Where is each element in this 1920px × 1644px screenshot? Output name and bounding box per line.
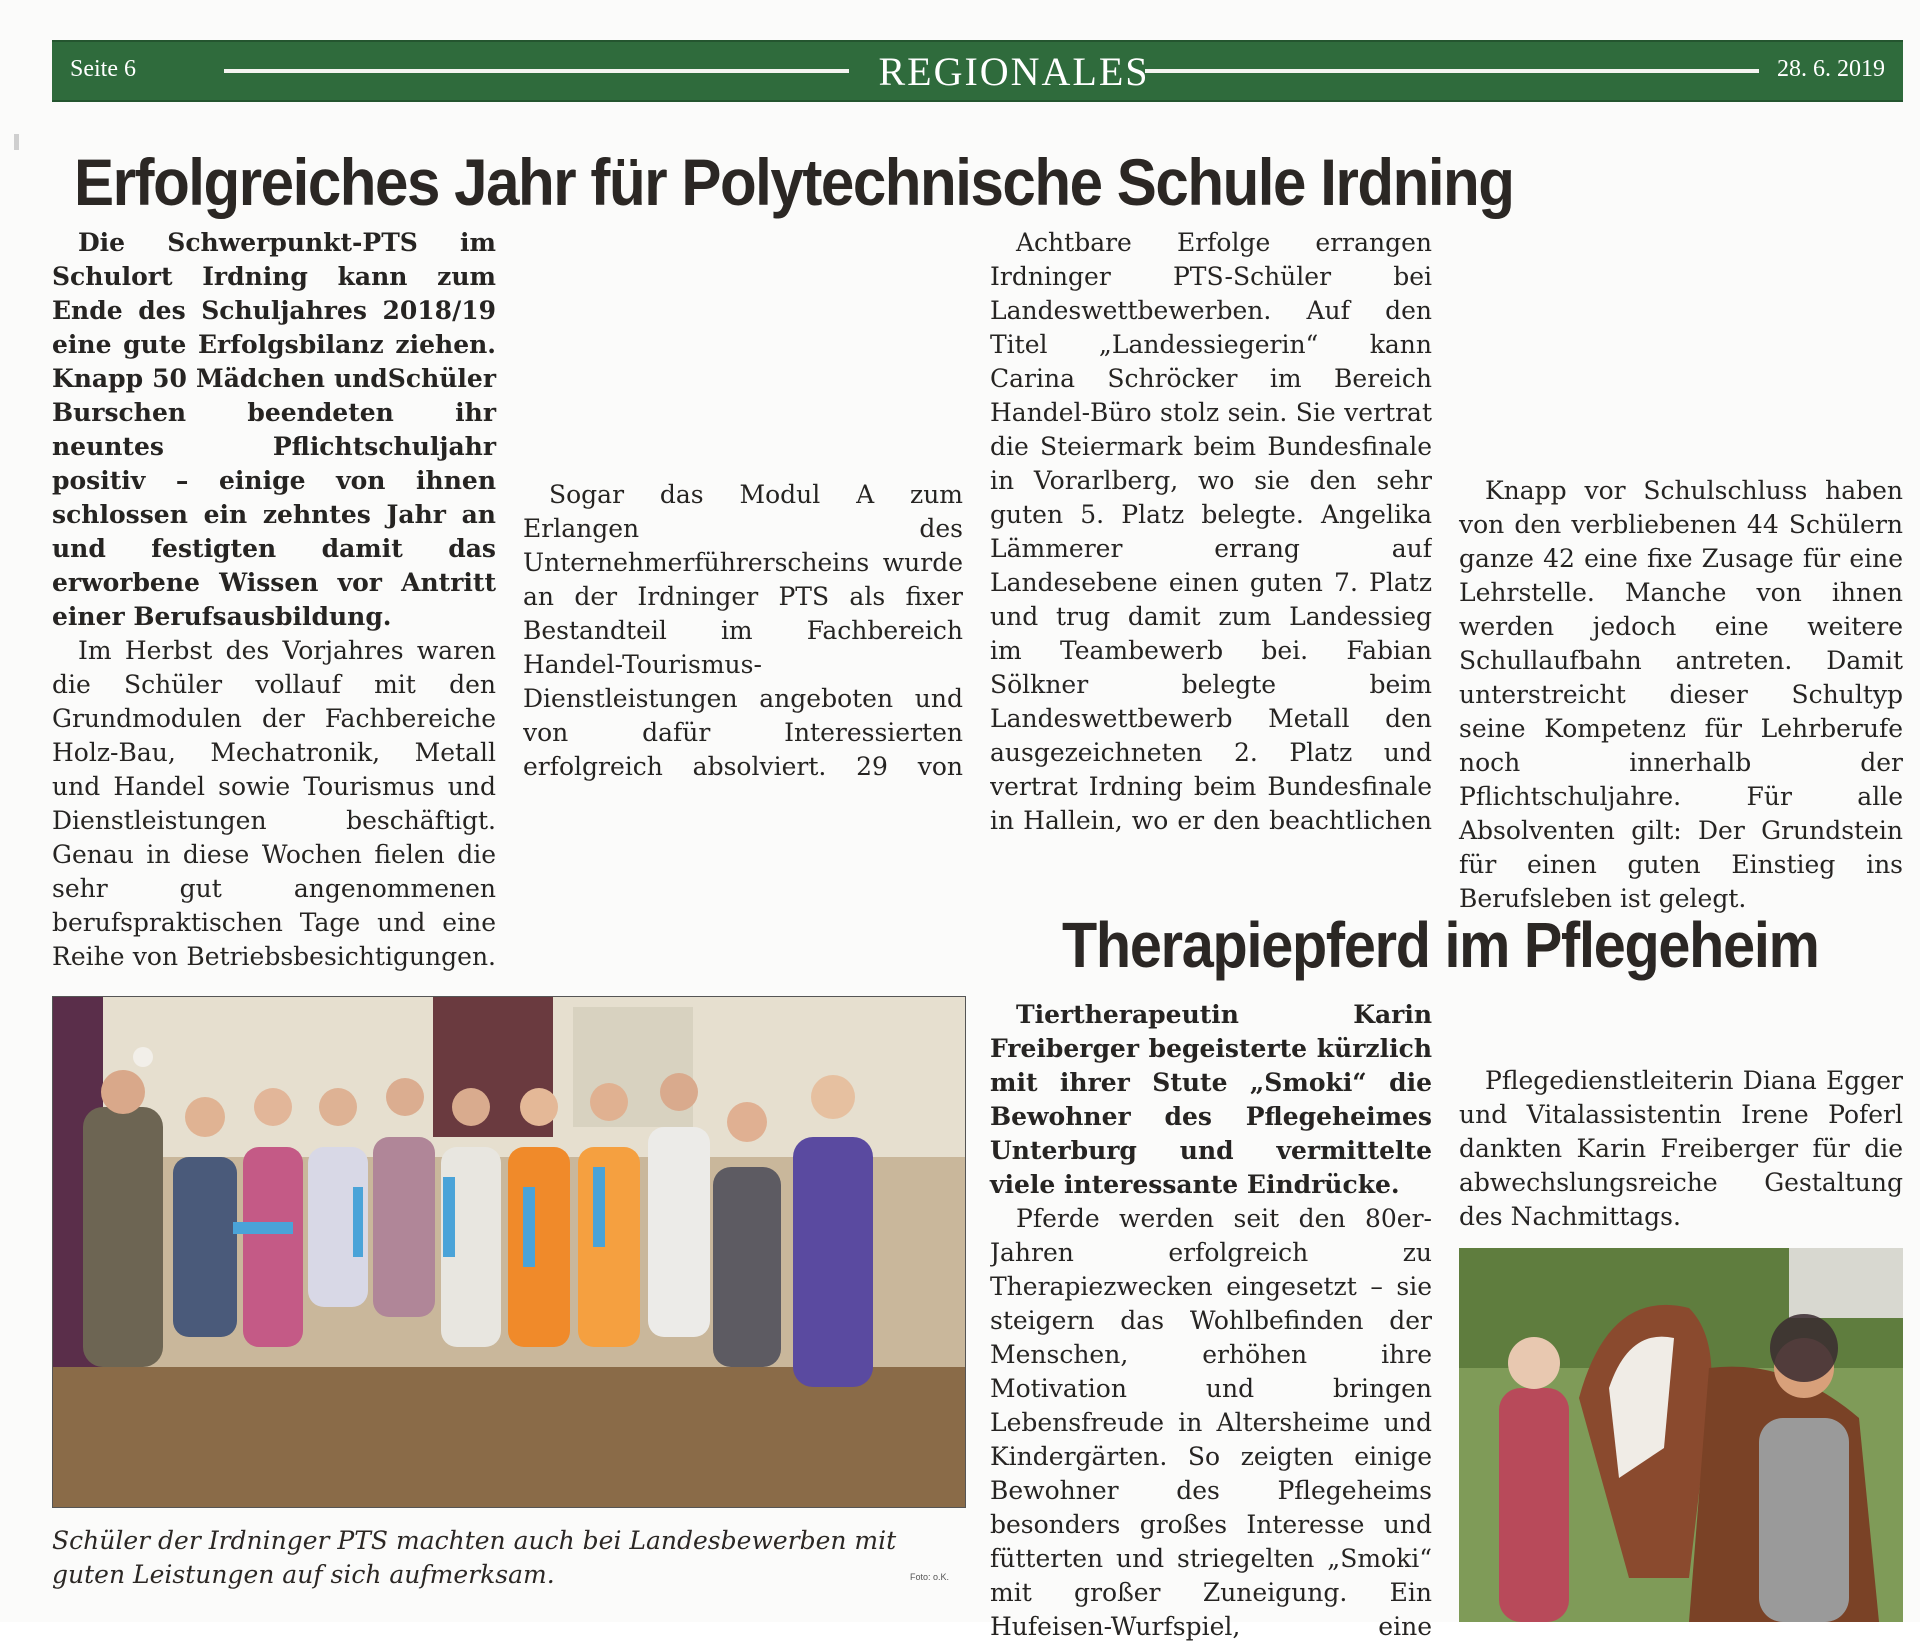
school-group-photo [52, 996, 966, 1508]
section-title: REGIONALES [878, 49, 1150, 94]
scan-mark [14, 134, 19, 150]
therapy-horse-photo-image [1459, 1248, 1903, 1622]
photo-credit: Foto: o.K. [910, 1572, 950, 1582]
school-group-photo-image [53, 997, 965, 1507]
photo-caption: Schüler der Irdninger PTS machten auch bei Landesbewerben mit guten Leistungen auf sich aufmerksam. [52, 1526, 897, 1589]
article1-headline: Erfolgreiches Jahr für Polytechnische Schule Irdning [74, 145, 1514, 219]
article1-paragraph-3: Achtbare Erfolge errangen Irdninger PTS-Schüler bei Landeswettbewerben. Auf den Titel „Landessiegerin“ kann Carina Schröcker im Bereich Handel-Büro stolz sein. Sie vertrat die Steiermark beim Bundesfinale in Vorarlberg, wo sie den sehr guten 5. Platz belegte. Angelika Lämmerer errang auf Landesebene einen guten 7. Platz und trug damit zum Landessieg im Teambewerb bei. Fabian Sölkner belegte beim Landeswettbewerb Metall den ausgezeichneten 2. Platz und vertrat Irdning beim Bundesfinale in Hallein, wo er den beachtlichen [990, 228, 1432, 835]
article1-lead: Die Schwerpunkt-PTS im Schulort Irdning kann zum Ende des Schuljahres 2018/19 eine gute Erfolgsbilanz ziehen. Knapp 50 Mädchen undSchüler Burschen beendeten ihr neuntes Pflichtschuljahr positiv – einige von ihnen schlossen ein zehntes Jahr an und festigten damit das erworbene Wissen vor Antritt einer Berufsausbildung. [52, 228, 496, 631]
therapy-horse-photo [1459, 1248, 1903, 1622]
article1-paragraph-4: Knapp vor Schulschluss haben von den verbliebenen 44 Schülern ganze 42 eine fixe Zusage für eine Lehrstelle. Manche von ihnen werden jedoch eine weitere Schullaufbahn antreten. Damit unterstreicht dieser Schultyp seine Kompetenz für Lehrberufe noch innerhalb der Pflichtschuljahre. Für alle Absolventen gilt: Der Grundstein für einen guten Einstieg ins Berufsleben ist gelegt. [1459, 476, 1903, 913]
article2-paragraph-1-cont [1459, 992, 1903, 1060]
article2-lead: Tiertherapeutin Karin Freiberger begeisterte kürzlich mit ihrer Stute „Smoki“ die Bewohner des Pflegeheimes Unterburg und vermittelte viele interessante Eindrücke. [990, 1000, 1432, 1199]
article2-paragraph-2: Pflegedienstleiterin Diana Egger und Vitalassistentin Irene Poferl dankten Karin Freiberger für die abwechslungsreiche Gestaltung des Nachmittags. [1459, 1066, 1903, 1231]
article2-column-1 [990, 998, 1432, 1644]
article2-column-2 [1459, 992, 1903, 1234]
article1-column-3 [990, 226, 1432, 838]
article1-column-2 [523, 226, 963, 784]
article1-paragraph-3-cont [1459, 150, 1903, 456]
section-header-band [52, 40, 1903, 102]
article1-paragraph-1: Im Herbst des Vorjahres waren die Schüler vollauf mit den Grundmodulen der Fachbereiche Holz-Bau, Mechatronik, Metall und Handel sowie Tourismus und Dienstleistungen beschäftigt. Genau in diese Wochen fielen die sehr gut angenommenen berufspraktischen Tage und eine Reihe von Betriebsbesichtigungen. [52, 636, 496, 971]
header-rule-right [1145, 69, 1759, 73]
article2-headline: Therapiepferd im Pflegeheim [1062, 909, 1819, 981]
article1-column-1-body [52, 634, 496, 974]
article1-paragraph-2: Sogar das Modul A zum Erlangen des Unternehmerführerscheins wurde an der Irdninger PTS als fixer Bestandteil im Fachbereich Handel-Tourismus-Dienstleistungen angeboten und von dafür Interessierten erfolgreich absolviert. 29 von [523, 478, 963, 784]
issue-date: 28. 6. 2019 [1777, 56, 1885, 82]
page-number: Seite 6 [70, 56, 136, 82]
article2-paragraph-1: Pferde werden seit den 80er-Jahren erfolgreich zu Therapiezwecken eingesetzt – sie steigern das Wohlbefinden der Menschen, erhöhen ihre Motivation und bringen Lebensfreude in Altersheime und Kindergärten. So zeigten einige Bewohner des Pflegeheims besonders großes Interesse und fütterten und striegelten „Smoki“ mit großer Zuneigung. Ein Hufeisen-Wurfspiel, eine [990, 1204, 1432, 1641]
article1-column-1 [52, 226, 496, 634]
header-rule-left [224, 69, 849, 73]
article1-column-4 [1459, 150, 1903, 916]
